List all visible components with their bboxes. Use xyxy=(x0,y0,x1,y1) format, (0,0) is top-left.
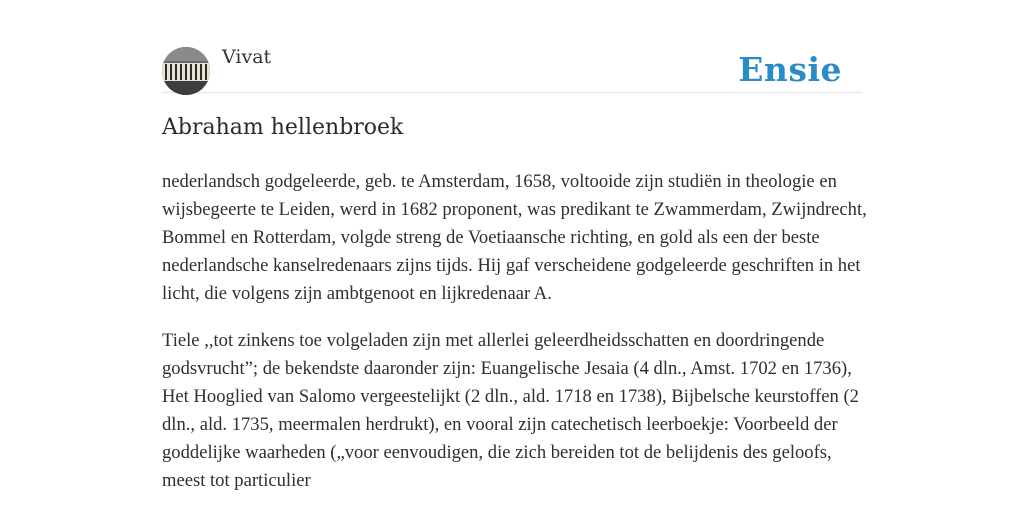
article-paragraph: Tiele ,,tot zinkens toe volgeladen zijn met allerlei geleerdheidsschatten en doordringende godsvrucht”; de bekendste daaronder zijn: Euangelische Jesaia (4 dln., Amst. 1702 en 1736), Het Hooglied van Salomo vergeestelijkt (2 dln., ald. 1718 en 1738), Bijbelsche keurstoffen (2 dln., ald. 1735, meermalen herdrukt), en vooral zijn catechetisch leerboekje: Voorbeeld der goddelijke waarheden („voor eenvoudigen, die zich bereiden tot de belijdenis des geloofs, meest tot particulier xyxy=(162,330,859,491)
article-title: Abraham hellenbroek xyxy=(162,115,404,140)
brand-logo[interactable]: Ensie xyxy=(738,50,842,89)
article-body xyxy=(162,168,867,514)
author-avatar[interactable] xyxy=(162,47,210,95)
author-name[interactable]: Vivat xyxy=(222,46,272,68)
site-header xyxy=(162,46,862,93)
article-paragraph: nederlandsch godgeleerde, geb. te Amsterdam, 1658, voltooide zijn studiën in theologie en wijsbegeerte te Leiden, werd in 1682 proponent, was predikant te Zwammerdam, Zwijndrecht, Bommel en Rotterdam, volgde streng de Voetiaansche richting, en gold als een der beste nederlandsche kanselredenaars zijns tijds. Hij gaf verscheidene godgeleerde geschriften in het licht, die volgens zijn ambtgenoot en lijkredenaar A. xyxy=(162,171,867,304)
